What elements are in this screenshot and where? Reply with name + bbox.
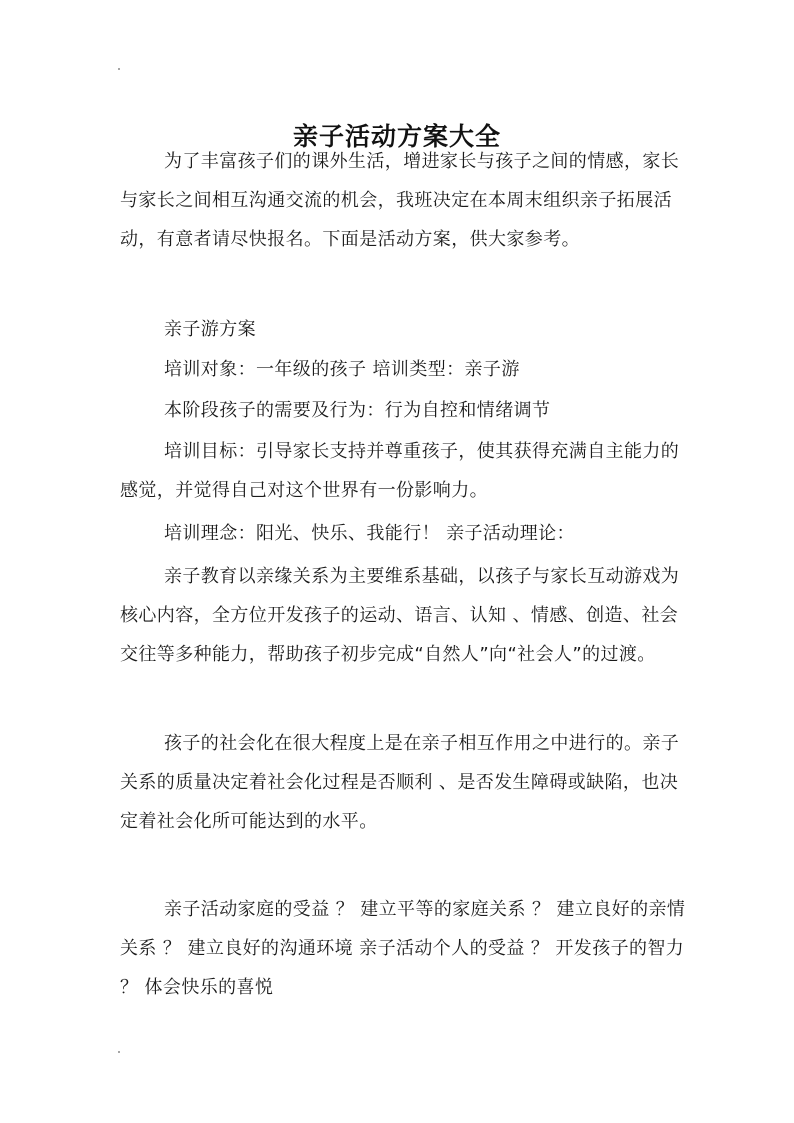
training-goal-paragraph: 培训目标：引导家长支持并尊重孩子，使其获得充满自主能力的感觉，并觉得自己对这个世界有一份影响力。 <box>120 441 680 501</box>
socialization-paragraph: 孩子的社会化在很大程度上是在亲子相互作用之中进行的。亲子关系的质量决定着社会化过程是否顺利 、是否发生障碍或缺陷，也决定着社会化所可能达到的水平。 <box>120 733 680 832</box>
page-corner-mark-bottom <box>118 1051 120 1053</box>
training-target-line: 培训对象：一年级的孩子 培训类型：亲子游 <box>164 359 520 380</box>
section-heading-parent-child-trip: 亲子游方案 <box>164 319 256 340</box>
training-philosophy-line: 培训理念：阳光、快乐、我能行！ 亲子活动理论： <box>164 523 575 544</box>
document-title: 亲子活动方案大全 <box>292 121 501 151</box>
intro-paragraph: 为了丰富孩子们的课外生活，增进家长与孩子之间的情感，家长与家长之间相互沟通交流的机会，我班决定在本周末组织亲子拓展活动，有意者请尽快报名。下面是活动方案，供大家参考。 <box>120 151 680 250</box>
page-corner-mark <box>118 68 120 70</box>
theory-paragraph: 亲子教育以亲缘关系为主要维系基础，以孩子与家长互动游戏为核心内容，全方位开发孩子的运动、语言、认知 、情感、创造、社会交往等多种能力，帮助孩子初步完成“自然人”向“社会人”的过渡。 <box>120 566 680 665</box>
benefits-paragraph: 亲子活动家庭的受益 ？ 建立平等的家庭关系 ？ 建立良好的亲情关系 ？ 建立良好的沟通环境 亲子活动个人的受益 ？ 开发孩子的智力 ？ 体会快乐的喜悦 <box>120 899 686 998</box>
needs-behavior-line: 本阶段孩子的需要及行为：行为自控和情绪调节 <box>164 400 551 421</box>
